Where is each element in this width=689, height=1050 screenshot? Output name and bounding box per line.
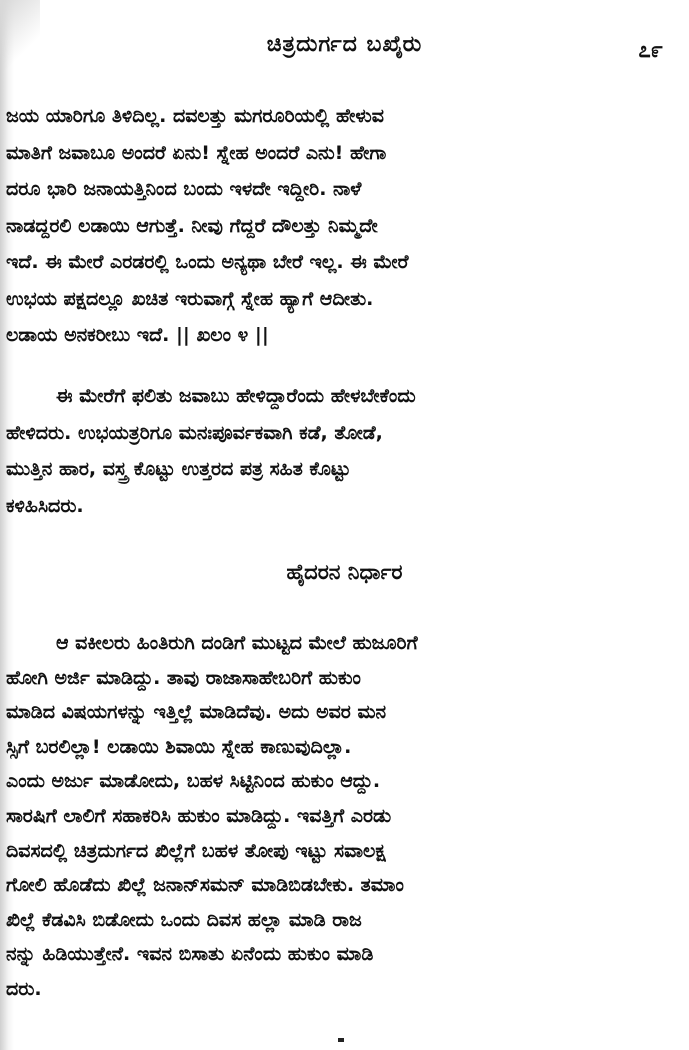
text-line: ನಾಡದ್ದರಲಿ ಲಡಾಯಿ ಆಗುತ್ತೆ. ನೀವು ಗೆದ್ದರೆ ದೌಲತ್ತು ನಿಮ್ಮದೇ: [6, 214, 378, 237]
text-line: ಲಡಾಯ ಅನಕರೀಬು ಇದೆ. || ಖಲಂ ೪ ||: [6, 324, 269, 346]
text-line: ಹೋಗಿ ಅರ್ಜಿ ಮಾಡಿದ್ದು. ತಾವು ರಾಜಾಸಾಹೇಬರಿಗೆ ಹುಕುಂ: [6, 666, 361, 689]
text-line: ದಿವಸದಲ್ಲಿ ಚಿತ್ರದುರ್ಗದ ಖಿಲ್ಲೆಗೆ ಬಹಳ ತೋಪು ಇಟ್ಟು ಸವಾಲಕ್ಷ: [6, 839, 386, 862]
text-line: ಎಂದು ಅರ್ಜು ಮಾಡೋದು, ಬಹಳ ಸಿಟ್ಟಿನಿಂದ ಹುಕುಂ ಆದ್ದು.: [6, 770, 381, 793]
text-line: ಕಳಿಹಿಸಿದರು.: [6, 494, 84, 517]
text-line: ಮಾತಿಗೆ ಜವಾಬೂ ಅಂದರೆ ಏನು! ಸ್ನೇಹ ಅಂದರೆ ಎನು! ಹೇಗಾ: [6, 141, 387, 164]
text-line: ಈ ಮೇರೆಗೆ ಫಲಿತು ಜವಾಬು ಹೇಳಿದ್ದಾರೆಂದು ಹೇಳಬೇಕೆಂದು: [56, 385, 416, 407]
paragraph-letter-text: [6, 98, 666, 354]
running-title: ಚಿತ್ರದುರ್ಗದ ಬಖೈರು: [266, 32, 423, 57]
paragraph-hyder-decision: [6, 626, 666, 1007]
text-line: ಇದೆ. ಈ ಮೇರೆ ಎರಡರಲ್ಲಿ ಒಂದು ಅನ್ಯಥಾ ಬೇರೆ ಇಲ್ಲ. ಈ ಮೇರೆ: [6, 251, 409, 273]
text-line: ದರು.: [6, 977, 42, 1000]
text-line: ನನ್ನು ಹಿಡಿಯುತ್ತೇನೆ. ಇವನ ಬಿಸಾತು ಏನೆಂದು ಹುಕುಂ ಮಾಡಿ: [6, 943, 374, 966]
text-line: ಜಯ ಯಾರಿಗೂ ತಿಳಿದಿಲ್ಲ. ದವಲತ್ತು ಮಗರೂರಿಯಲ್ಲಿ ಹೇಳುವ: [6, 105, 384, 127]
text-line: ಆ ವಕೀಲರು ಹಿಂತಿರುಗಿ ದಂಡಿಗೆ ಮುಟ್ಟದ ಮೇಲೆ ಹುಜೂರಿಗೆ: [56, 632, 418, 654]
bottom-ink-mark: [338, 1038, 344, 1042]
text-line: ಮುತ್ತಿನ ಹಾರ, ವಸ್ತ್ರ ಕೊಟ್ಟು ಉತ್ತರದ ಪತ್ರ ಸಹಿತ ಕೊಟ್ಟು: [6, 458, 351, 480]
text-line: ಖಿಲ್ಲೆ ಕೆಡವಿಸಿ ಬಿಡೋದು ಒಂದು ದಿವಸ ಹಲ್ಲಾ ಮಾಡಿ ರಾಜ: [6, 908, 362, 931]
text-line: ಸಾರಷಿಗೆ ಲಾಲಿಗೆ ಸಹಾಕರಿಸಿ ಹುಕುಂ ಮಾಡಿದ್ದು. ಇವತ್ತಿಗೆ ಎರಡು: [6, 804, 392, 827]
running-header: [0, 32, 689, 66]
text-line: ಮಾಡಿದ ವಿಷಯಗಳನ್ನು ಇತ್ತಿಲ್ಲೆ ಮಾಡಿದೆವು. ಅದು ಅವರ ಮನ: [6, 701, 387, 724]
text-line: ಉಭಯ ಪಕ್ಷದಲ್ಲೂ ಖಚಿತ ಇರುವಾಗ್ಗೆ ಸ್ನೇಹ ಹ್ಯಾಗೆ ಆದೀತು.: [6, 287, 374, 310]
text-line: ಹೇಳಿದರು. ಉಭಯತ್ರರಿಗೂ ಮನಃಪೂರ್ವಕವಾಗಿ ಕಡೆ, ತೋಡೆ,: [6, 421, 383, 444]
section-heading: ಹೈದರನ ನಿರ್ಧಾರ: [286, 560, 403, 584]
paragraph-envoys-dismissed: [6, 378, 666, 524]
page-number: ೭೯: [638, 38, 663, 63]
text-line: ಗೋಲಿ ಹೊಡೆದು ಖಿಲ್ಲೆ ಜನಾನ್‌ಸಮನ್ ಮಾಡಿಬಿಡಬೇಕು. ತಮಾಂ: [6, 874, 404, 897]
text-line: ಸ್ಸಿಗೆ ಬರಲಿಲ್ಲಾ! ಲಡಾಯಿ ಶಿವಾಯಿ ಸ್ನೇಹ ಕಾಣುವುದಿಲ್ಲಾ.: [6, 735, 352, 758]
text-line: ದರೂ ಭಾರಿ ಜನಾಯತ್ತಿನಿಂದ ಬಂದು ಇಳದೇ ಇದ್ದೀರಿ. ನಾಳೆ: [6, 178, 362, 200]
